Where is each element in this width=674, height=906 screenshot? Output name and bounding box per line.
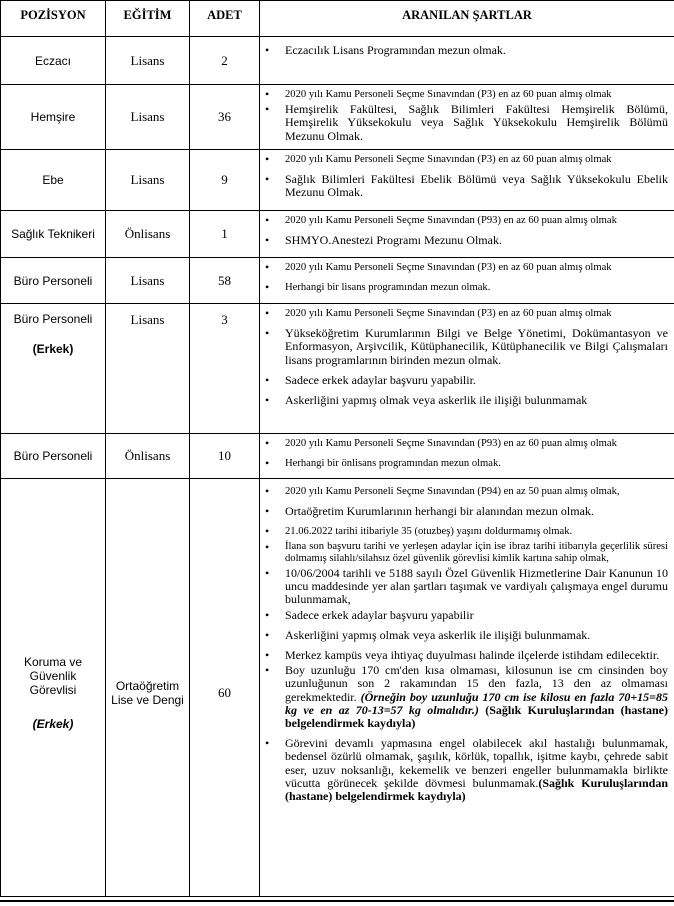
table-row bbox=[1, 37, 674, 85]
header-row bbox=[1, 1, 674, 37]
condition-item: • Herhangi bir lisans programından mezun olmak. bbox=[264, 281, 668, 294]
table-row bbox=[1, 211, 674, 258]
requirements-cell bbox=[260, 211, 674, 258]
requirements-cell bbox=[260, 37, 674, 85]
condition-item: • Ortaöğretim Kurumlarının herhangi bir alanından mezun olmak. bbox=[264, 505, 668, 518]
education-cell: Önlisans bbox=[106, 211, 190, 258]
table-row bbox=[1, 258, 674, 304]
condition-item: • 2020 yılı Kamu Personeli Seçme Sınavından (P3) en az 60 puan almış olmak bbox=[264, 88, 668, 101]
education-cell: Lisans bbox=[106, 85, 190, 150]
health-note: (Sağlık Kuruluşlarından (hastane) belgelendirmek kaydıyla) bbox=[285, 775, 668, 804]
condition-item: • 2020 yılı Kamu Personeli Seçme Sınavından (P3) en az 60 puan almış olmak bbox=[264, 153, 668, 166]
condition-item: • 21.06.2022 tarihi itibariyle 35 (otuzbeş) yaşını doldurmamış olmak. bbox=[264, 525, 668, 538]
gender-note: (Erkek) bbox=[32, 342, 74, 356]
condition-list bbox=[264, 88, 668, 143]
condition-item: • Hemşirelik Fakültesi, Sağlık Bilimleri Fakültesi Hemşirelik Bölümü, Hemşirelik Yüksekokulu veya Sağlık Yüksekokulu Hemşirelik Bölümü Mezunu Olmak. bbox=[264, 103, 668, 143]
position-cell bbox=[1, 85, 106, 150]
condition-item: • Askerliğini yapmış olmak veya askerlik ile ilişiği bulunmamak bbox=[264, 394, 668, 407]
requirements-cell bbox=[260, 85, 674, 150]
requirements-cell bbox=[260, 258, 674, 304]
count-cell: 3 bbox=[190, 304, 260, 434]
condition-item: • Eczacılık Lisans Programından mezun olmak. bbox=[264, 44, 668, 57]
condition-item: • 2020 yılı Kamu Personeli Seçme Sınavından (P93) en az 60 puan almış olmak bbox=[264, 214, 668, 227]
position-cell bbox=[1, 304, 106, 434]
table-row bbox=[1, 85, 674, 150]
header-position: POZİSYON bbox=[1, 1, 106, 37]
education-cell bbox=[106, 479, 190, 897]
count-cell: 9 bbox=[190, 150, 260, 211]
condition-item bbox=[264, 737, 668, 803]
requirements-cell bbox=[260, 304, 674, 434]
condition-item: • Merkez kampüs veya ihtiyaç duyulması halinde ilçelerde istihdam edilecektir. bbox=[264, 649, 668, 662]
education-cell: Lisans bbox=[106, 37, 190, 85]
table-row bbox=[1, 434, 674, 479]
condition-item: • 2020 yılı Kamu Personeli Seçme Sınavından (P3) en az 60 puan almış olmak bbox=[264, 261, 668, 274]
position-label: Koruma ve Güvenlik Görevlisi bbox=[23, 654, 83, 697]
condition-list bbox=[264, 44, 668, 57]
bottom-rule bbox=[0, 900, 674, 902]
position-label: Sağlık Teknikeri bbox=[11, 227, 95, 241]
condition-item: • 2020 yılı Kamu Personeli Seçme Sınavından (P94) en az 50 puan almış olmak, bbox=[264, 485, 668, 498]
condition-item: • Sadece erkek adaylar başvuru yapabilir. bbox=[264, 374, 668, 387]
condition-list bbox=[264, 485, 668, 803]
gender-note: (Erkek) bbox=[32, 716, 74, 731]
count-cell: 1 bbox=[190, 211, 260, 258]
condition-item: • 2020 yılı Kamu Personeli Seçme Sınavından (P3) en az 60 puan almış olmak bbox=[264, 307, 668, 320]
education-cell: Lisans bbox=[106, 258, 190, 304]
condition-item: • Askerliğini yapmış olmak veya askerlik ile ilişiği bulunmamak. bbox=[264, 629, 668, 642]
condition-item: • İlana son başvuru tarihi ve yerleşen adaylar için ise ibraz tarihi itibarıyla geçerlilik süresi dolmamış silahlı/silahsız özel güvenlik görevlisi kimlik kartına sahip olmak, bbox=[264, 541, 668, 565]
position-cell bbox=[1, 150, 106, 211]
position-label: Ebe bbox=[42, 173, 64, 187]
count-cell: 10 bbox=[190, 434, 260, 479]
condition-item: • Yükseköğretim Kurumlarının Bilgi ve Belge Yönetimi, Dokümantasyon ve Enformasyon, Arşivcilik, Kütüphanecilik, Kütüphanecilik ve Bilgi Çalışmaları lisans programlarının birinden mezun olmak. bbox=[264, 327, 668, 367]
education-cell: Önlisans bbox=[106, 434, 190, 479]
condition-item: • 10/06/2004 tarihli ve 5188 sayılı Özel Güvenlik Hizmetlerine Dair Kanunun 10 uncu maddesinde yer alan şartları taşımak ve vardiyalı çalışmaya engel durumu bulunmamak, bbox=[264, 567, 668, 607]
condition-item bbox=[264, 664, 668, 730]
education-label: Ortaöğretim Lise ve Dengi bbox=[111, 678, 184, 707]
condition-list bbox=[264, 307, 668, 407]
count-cell: 2 bbox=[190, 37, 260, 85]
count-cell: 36 bbox=[190, 85, 260, 150]
height-rule: Boy uzunluğu 170 cm'den kısa olmaması, kilosunun ise cm cinsinden boy uzunluğunun son 2 rakamından 15 den fazla, 13 den az olmaması gerekmektedir. bbox=[285, 663, 668, 704]
condition-item: • 2020 yılı Kamu Personeli Seçme Sınavından (P93) en az 60 puan almış olmak bbox=[264, 437, 668, 450]
condition-item: • Herhangi bir önlisans programından mezun olmak. bbox=[264, 457, 668, 470]
table-row bbox=[1, 150, 674, 211]
position-cell bbox=[1, 211, 106, 258]
table-row bbox=[1, 304, 674, 434]
requirements-cell bbox=[260, 150, 674, 211]
condition-item: • Sağlık Bilimleri Fakültesi Ebelik Bölümü veya Sağlık Yüksekokulu Ebelik Mezunu Olmak. bbox=[264, 173, 668, 199]
position-label: Hemşire bbox=[30, 110, 76, 124]
position-label: Büro Personeli bbox=[13, 273, 93, 288]
health-note: (Sağlık Kuruluşlarından (hastane) belgelendirmek kaydıyla) bbox=[285, 702, 669, 731]
condition-list bbox=[264, 261, 668, 294]
requirements-cell bbox=[260, 479, 674, 897]
position-label: Büro Personeli bbox=[13, 312, 93, 326]
header-education: EĞİTİM bbox=[106, 1, 190, 37]
requirements-cell bbox=[260, 434, 674, 479]
header-count: ADET bbox=[190, 1, 260, 37]
health-rule: Görevini devamlı yapmasına engel olabilecek akıl hastalığı bulunmamak, bedensel özürlü olmamak, şaşılık, körlük, topallık, işitme kaybı, çehrede sabit eser, uzuv noksanlığı, kekemelik ve benzeri engeller bulunmamakla birlikte vücutta görünecek şekilde dövmesi bulunmamak. bbox=[285, 736, 668, 790]
position-label: Büro Personeli bbox=[13, 449, 93, 463]
condition-list bbox=[264, 437, 668, 470]
condition-item: • Sadece erkek adaylar başvuru yapabilir bbox=[264, 609, 668, 622]
education-cell: Lisans bbox=[106, 304, 190, 434]
condition-item: • SHMYO.Anestezi Programı Mezunu Olmak. bbox=[264, 234, 668, 247]
position-cell bbox=[1, 434, 106, 479]
position-cell bbox=[1, 479, 106, 897]
height-example: (Örneğin boy uzunluğu 170 cm ise kilosu en fazla 70+15=85 kg ve en az 70-13=57 kg olmalıdır.) bbox=[285, 689, 669, 717]
count-cell: 60 bbox=[190, 479, 260, 897]
education-cell: Lisans bbox=[106, 150, 190, 211]
position-cell bbox=[1, 37, 106, 85]
position-cell bbox=[1, 258, 106, 304]
condition-list bbox=[264, 153, 668, 200]
position-label: Eczacı bbox=[34, 53, 71, 68]
header-requirements: ARANILAN ŞARTLAR bbox=[260, 1, 674, 37]
table-row bbox=[1, 479, 674, 897]
condition-list bbox=[264, 214, 668, 247]
count-cell: 58 bbox=[190, 258, 260, 304]
